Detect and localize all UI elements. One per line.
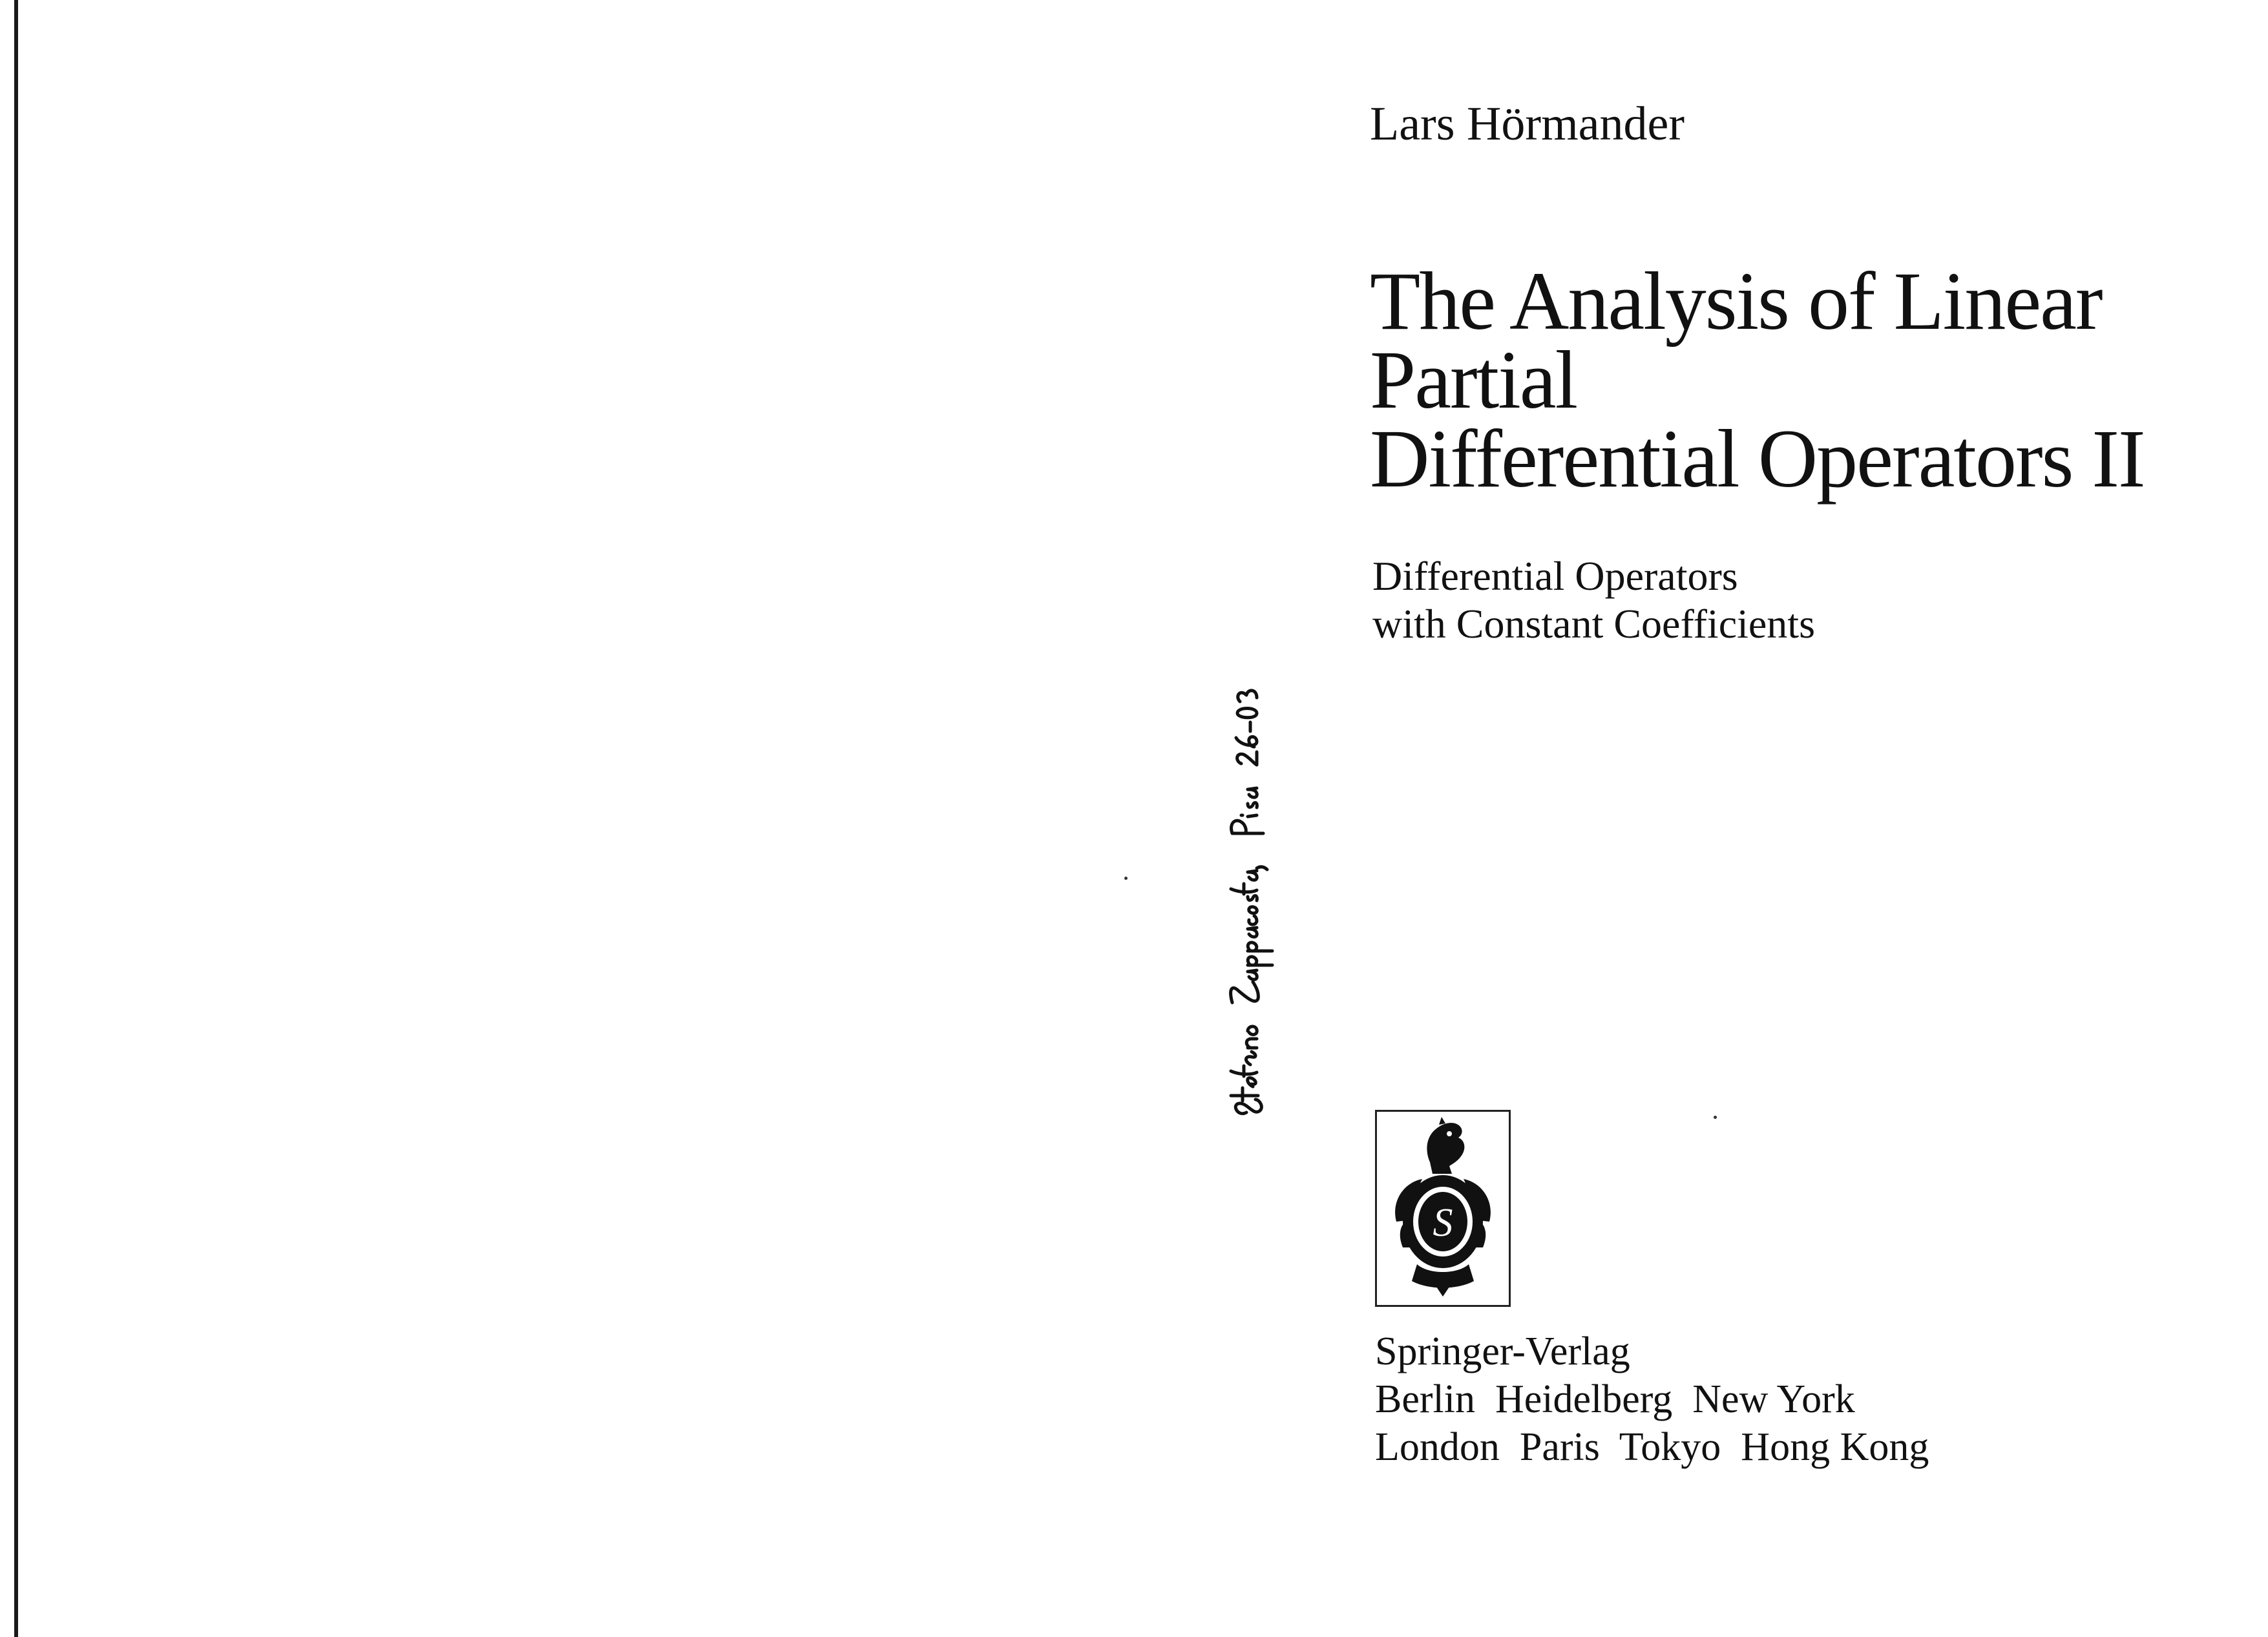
publisher-logo: [1375, 1110, 1511, 1307]
book-spine-edge: [14, 0, 18, 1637]
scan-speck: [1124, 877, 1128, 880]
springer-knight-icon: [1377, 1112, 1509, 1305]
title-line: Differential Operators II: [1370, 413, 2145, 505]
author-name: Lars Hörmander: [1370, 98, 1685, 151]
publisher-cities: Berlin Heidelberg New York: [1375, 1377, 1855, 1421]
publisher-name: Springer-Verlag: [1375, 1329, 1630, 1373]
logo-letter: S: [1433, 1201, 1453, 1245]
publisher-cities: London Paris Tokyo Hong Kong: [1375, 1425, 1929, 1469]
handwritten-signature: [1212, 688, 1276, 1118]
title-line: Partial: [1370, 334, 1577, 426]
book-subtitle: [1372, 552, 1815, 648]
book-title: [1370, 255, 2145, 505]
publisher-imprint: [1375, 1328, 1929, 1471]
subtitle-line: with Constant Coefficients: [1372, 601, 1815, 647]
title-line: The Analysis of Linear: [1370, 255, 2102, 347]
subtitle-line: Differential Operators: [1372, 553, 1738, 599]
scan-speck: [1714, 1116, 1717, 1119]
